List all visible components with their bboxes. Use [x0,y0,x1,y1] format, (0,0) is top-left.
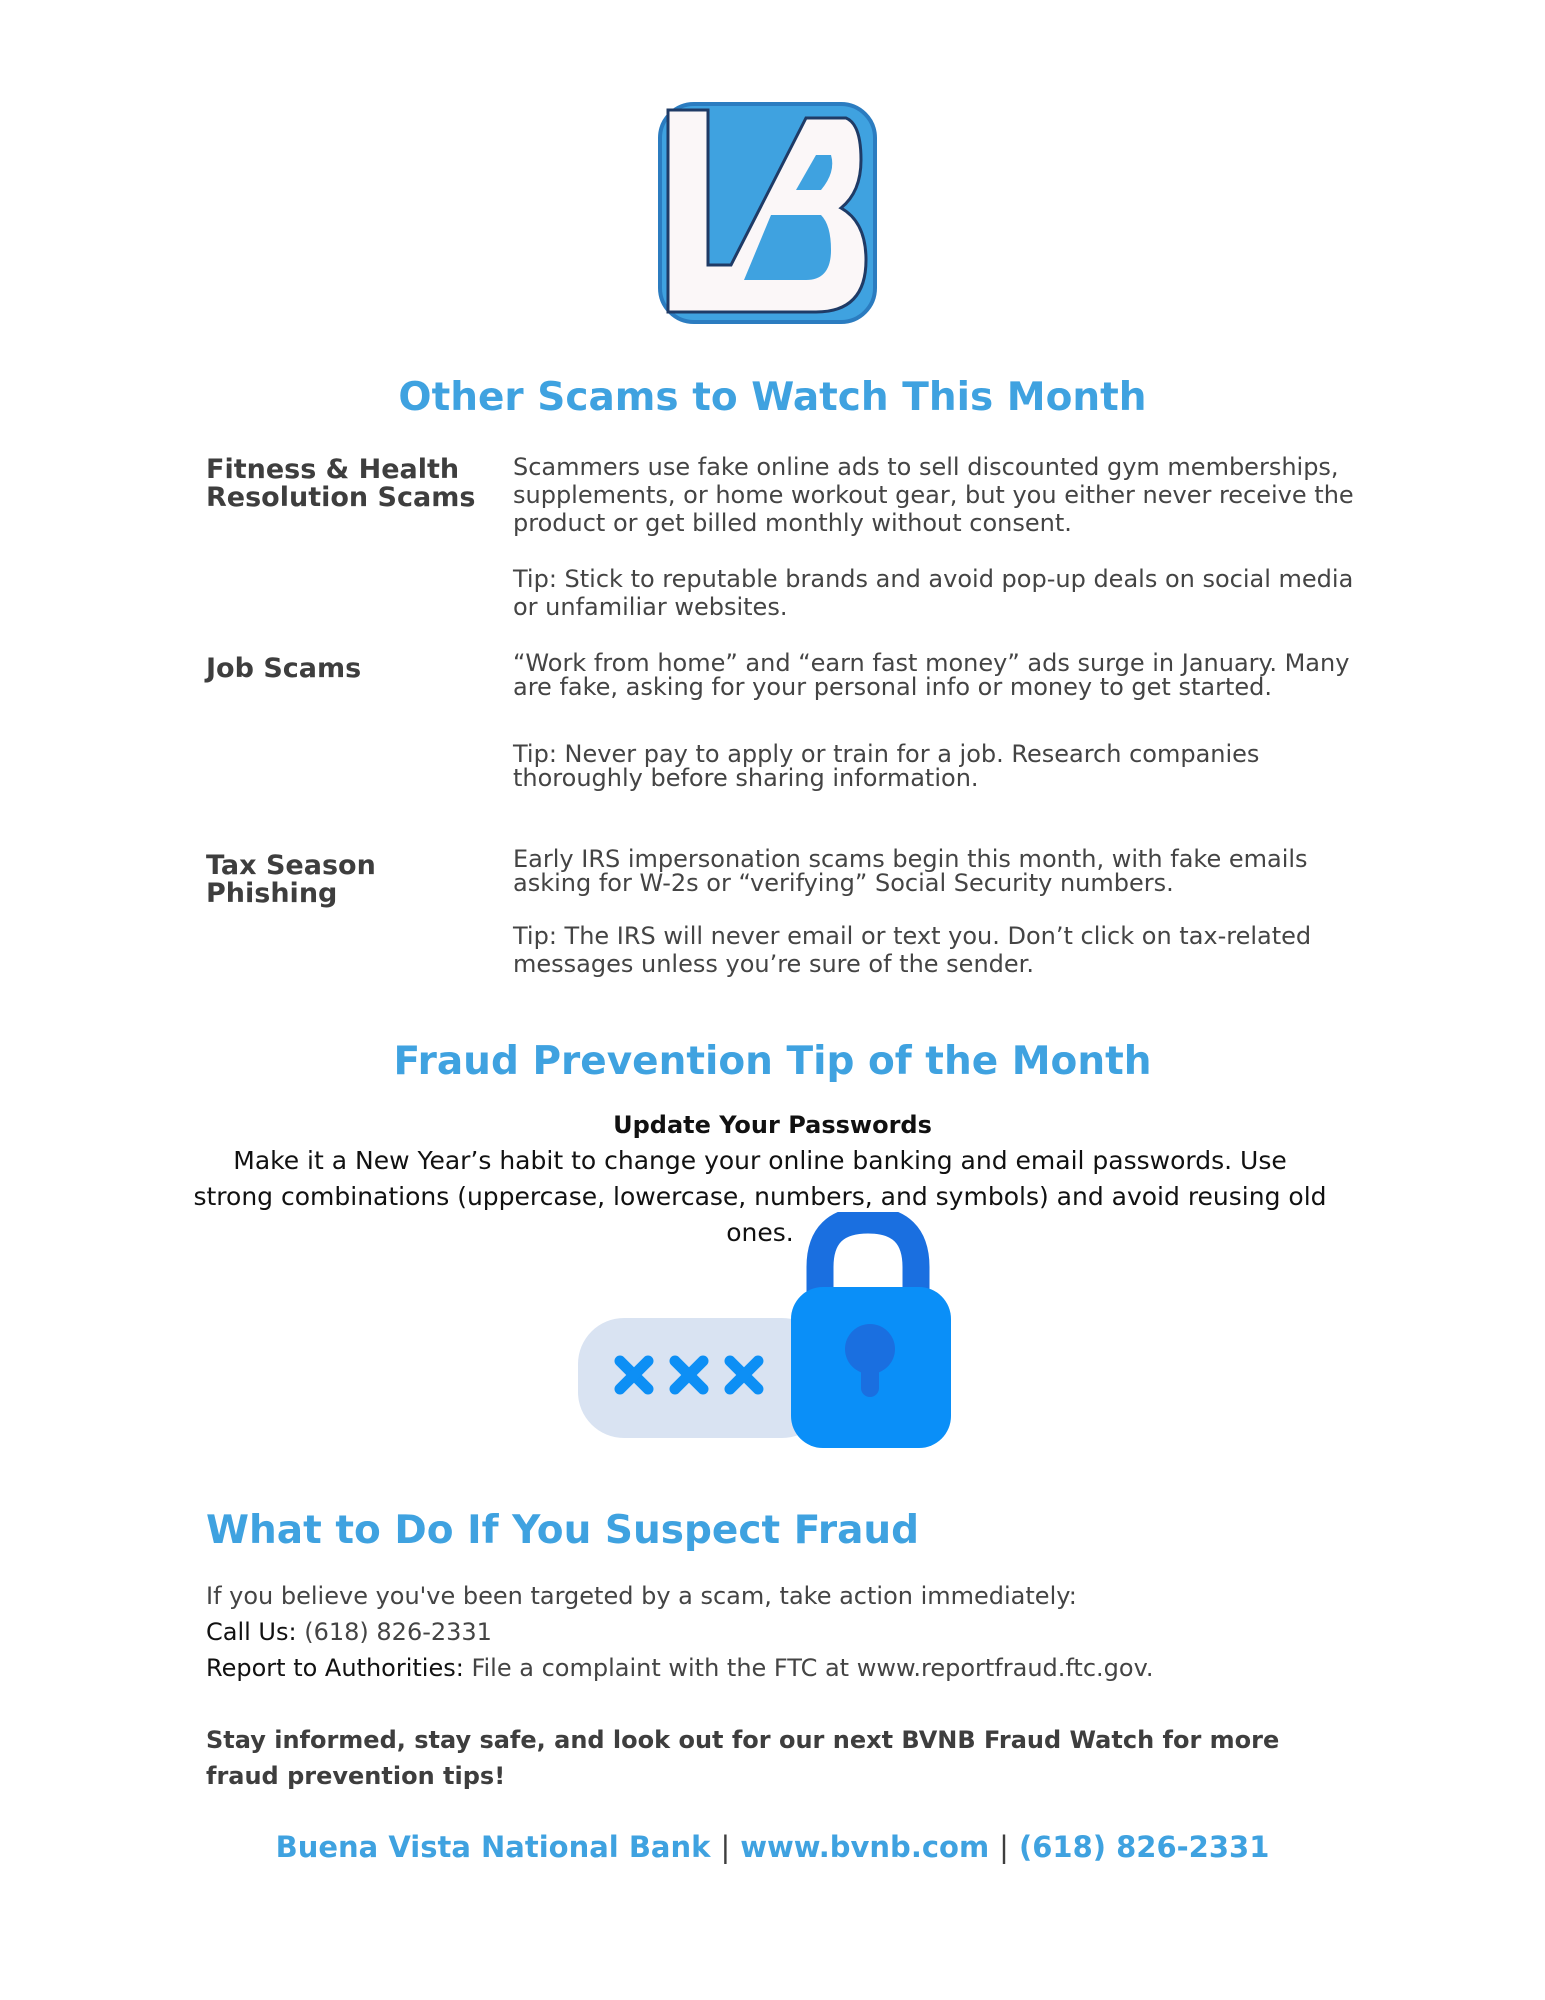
call-us-line [206,1616,492,1648]
scam-tip-job: Tip: Never pay to apply or train for a job. Research companies thoroughly before sharing information. [513,740,1260,792]
footer-separator: | [999,1830,1009,1864]
report-label: Report to Authorities: [206,1654,464,1682]
scam-title-job: Job Scams [206,653,362,684]
bvnb-logo [656,100,879,326]
footer-bank-name: Buena Vista National Bank [275,1830,711,1864]
footer-separator: | [720,1830,731,1864]
tip-body: Make it a New Year’s habit to change your online banking and email passwords. Use strong combinations (uppercase, lowercase, numbers, and symbols) and avoid reusing old ones. [193,1146,1327,1247]
tip-section-title: Fraud Prevention Tip of the Month [393,1039,1152,1084]
scam-description-job: “Work from home” and “earn fast money” ads surge in January. Many are fake, asking for your personal info or money to get started. [513,649,1350,701]
closing-message: Stay informed, stay safe, and look out for our next BVNB Fraud Watch for more fraud prevention tips! [206,1726,1280,1790]
scam-tip-fitness: Tip: Stick to reputable brands and avoid pop-up deals on social media or unfamiliar websites. [513,565,1354,621]
suspect-fraud-intro: If you believe you've been targeted by a scam, take action immediately: [206,1582,1077,1610]
footer-phone[interactable]: (618) 826-2331 [1018,1830,1270,1864]
scam-title-fitness: Fitness & Health Resolution Scams [206,454,476,513]
scam-description-fitness: Scammers use fake online ads to sell discounted gym memberships, supplements, or home workout gear, but you either never receive the product or get billed monthly without consent. [513,453,1354,537]
tip-heading: Update Your Passwords [613,1111,932,1139]
password-lock-icon [578,1212,958,1458]
footer [0,1830,1545,1864]
footer-website-link[interactable]: www.bvnb.com [740,1830,990,1864]
other-scams-title: Other Scams to Watch This Month [398,375,1147,420]
scam-tip-tax: Tip: The IRS will never email or text you. Don’t click on tax-related messages unless you’re sure of the sender. [513,922,1312,978]
call-us-label: Call Us: [206,1618,297,1646]
report-line [206,1652,1154,1684]
report-text[interactable]: File a complaint with the FTC at www.reportfraud.ftc.gov. [471,1654,1154,1682]
suspect-fraud-title: What to Do If You Suspect Fraud [206,1508,920,1553]
scam-description-tax: Early IRS impersonation scams begin this month, with fake emails asking for W-2s or “verifying” Social Security numbers. [513,845,1308,897]
call-us-phone[interactable]: (618) 826-2331 [304,1618,492,1646]
scam-title-tax: Tax Season Phishing [206,850,376,909]
